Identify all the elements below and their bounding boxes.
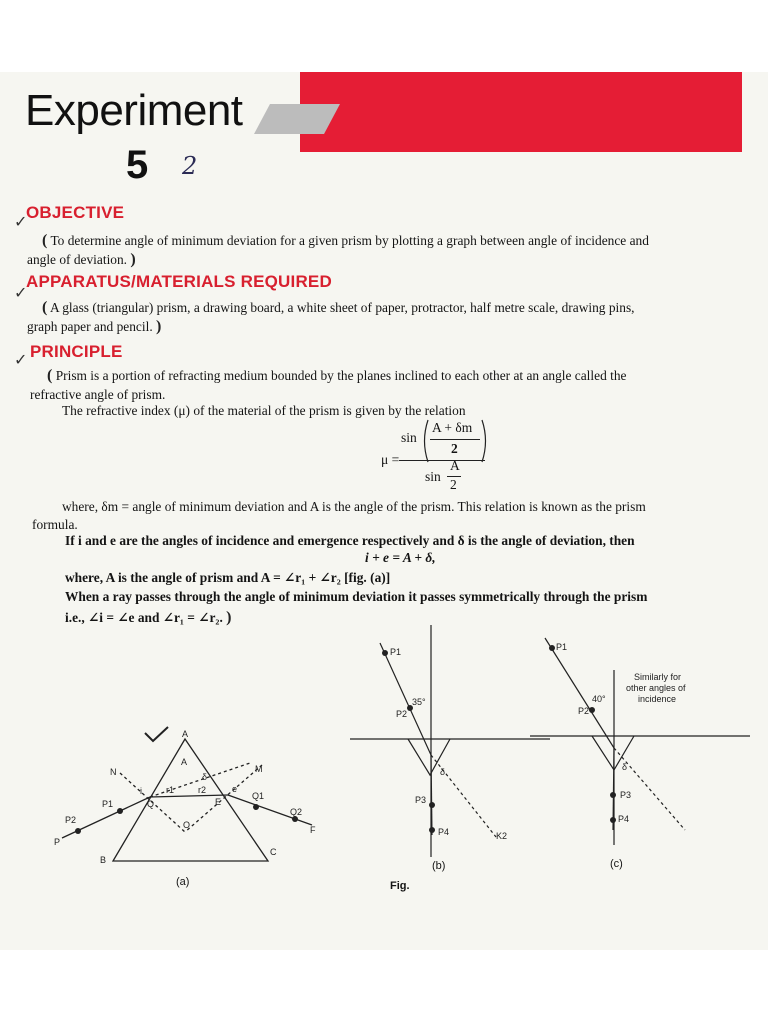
figure-a-caption: (a) — [176, 876, 190, 888]
label-b-P4: P4 — [438, 827, 450, 837]
formula-num-sin: sin — [401, 430, 417, 445]
principle-line5: formula. — [32, 517, 78, 532]
formula-num-arg: A + δm — [432, 420, 473, 435]
label-N: N — [110, 767, 117, 777]
formula-den-num: A — [450, 458, 460, 473]
checkmark-icon: ✓ — [14, 212, 28, 231]
principle-line7: where, A is the angle of prism and A = ∠r₁ + ∠r₂ [fig. (a)] — [65, 570, 391, 585]
label-c-angle: 40° — [592, 694, 606, 704]
figure-a-prism-diagram — [50, 725, 340, 875]
figure-b-diagram — [350, 625, 550, 865]
apparatus-heading: APPARATUS/MATERIALS REQUIRED — [26, 272, 332, 291]
label-O: O — [183, 820, 191, 830]
label-b-P3: P3 — [415, 795, 427, 805]
note-line3: incidence — [638, 694, 677, 704]
principle-line4: where, δm = angle of minimum deviation and A is the angle of the prism. This relation is known as the prism — [62, 499, 646, 514]
fig-label: Fig. — [390, 880, 410, 892]
figure-b-caption: (b) — [432, 860, 446, 872]
label-M: M — [255, 764, 263, 774]
label-c-P2: P2 — [578, 706, 590, 716]
label-b-delta: δ — [440, 767, 446, 777]
experiment-title: Experiment — [25, 86, 243, 135]
label-A: A — [182, 729, 189, 739]
principle-eq1: i + e = A + δ, — [365, 550, 436, 565]
principle-line2: refractive angle of prism. — [30, 387, 166, 402]
label-P: P — [54, 837, 61, 847]
label-Q1: Q1 — [252, 791, 265, 801]
formula-den-den: 2 — [450, 477, 457, 492]
label-Q2: Q2 — [290, 807, 303, 817]
label-Q: Q — [147, 799, 155, 809]
objective-heading: OBJECTIVE — [26, 203, 125, 222]
label-b-angle: 35° — [412, 697, 426, 707]
label-b-P1: P1 — [390, 647, 402, 657]
label-E: E — [215, 797, 222, 807]
experiment-number: 5 — [126, 143, 149, 187]
checkmark-icon: ✓ — [14, 350, 28, 369]
apparatus-text-line1: ( A glass (triangular) prism, a drawing board, a white sheet of paper, protractor, half metre scale, drawing pins, — [42, 299, 635, 316]
label-c-P1: P1 — [556, 642, 568, 652]
note-line1: Similarly for — [634, 672, 682, 682]
label-b-K2: K2 — [496, 831, 508, 841]
label-e: e — [232, 784, 238, 794]
objective-text-line1: ( To determine angle of minimum deviation for a given prism by plotting a graph between angle of incidence and — [42, 232, 649, 249]
checkmark-icon — [145, 727, 168, 741]
apparatus-text-line2: graph paper and pencil. ) — [27, 318, 162, 335]
label-A-angle: A — [181, 757, 188, 767]
label-c-P3: P3 — [620, 790, 632, 800]
label-b-P2: P2 — [396, 709, 408, 719]
principle-line6: If i and e are the angles of incidence and emergence respectively and δ is the angle of deviation, then — [65, 533, 635, 548]
label-c-delta: δ — [622, 762, 628, 772]
label-B: B — [100, 855, 107, 865]
note-line2: other angles of — [626, 683, 686, 693]
principle-line9: i.e., ∠i = ∠e and ∠r₁ = ∠r₂. ) — [65, 609, 232, 626]
header-banner — [300, 72, 742, 152]
checkmark-icon: ✓ — [14, 283, 28, 302]
label-C: C — [270, 847, 277, 857]
principle-line8: When a ray passes through the angle of minimum deviation it passes symmetrically through the prism — [65, 589, 648, 604]
principle-line3: The refractive index (μ) of the material of the prism is given by the relation — [62, 403, 466, 418]
formula-num-den: 2 — [451, 441, 458, 456]
principle-line1: ( Prism is a portion of refracting medium bounded by the planes inclined to each other at an angle called the — [47, 367, 627, 384]
formula-mu: μ = — [381, 452, 400, 467]
label-P1: P1 — [102, 799, 114, 809]
label-F: F — [310, 825, 316, 835]
figure-c-diagram — [530, 630, 750, 860]
figure-c-caption: (c) — [610, 858, 623, 870]
formula-main-fraction-line — [399, 460, 485, 461]
label-c-P4: P4 — [618, 814, 630, 824]
label-i: i — [140, 786, 142, 796]
principle-heading: PRINCIPLE — [30, 342, 123, 361]
handwritten-number: 2 — [182, 152, 198, 180]
formula-inner-fraction-line — [430, 439, 480, 440]
label-P2: P2 — [65, 815, 77, 825]
label-delta: δ — [202, 772, 208, 782]
label-r2: r2 — [198, 785, 207, 795]
label-r1: r1 — [166, 785, 175, 795]
formula-den-sin: sin — [425, 469, 441, 484]
objective-text-line2: angle of deviation. ) — [27, 251, 136, 268]
